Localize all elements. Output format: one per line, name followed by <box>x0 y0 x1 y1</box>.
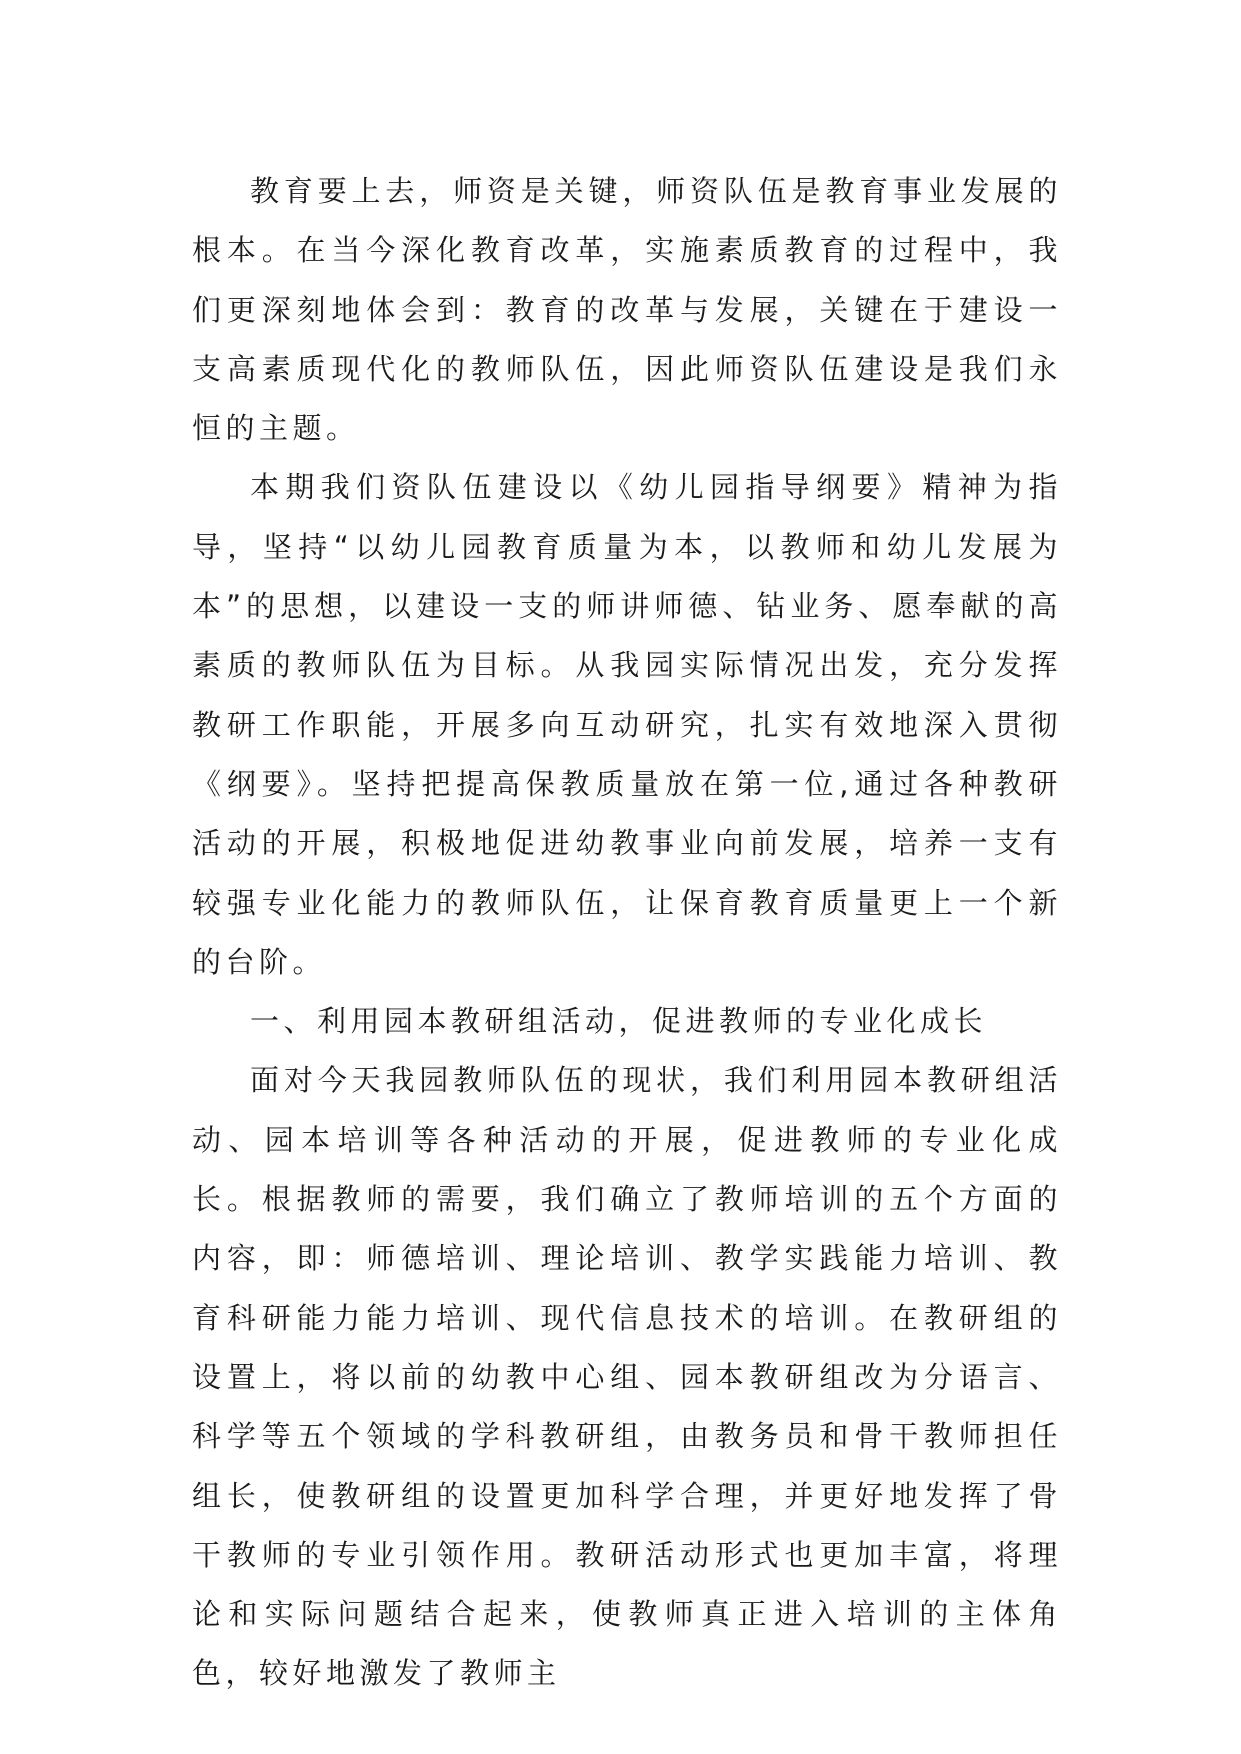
section-paragraph: 面对今天我园教师队伍的现状，我们利用园本教研组活动、园本培训等各种活动的开展，促进教师的专业化成长。根据教师的需要，我们确立了教师培训的五个方面的内容，即：师德培训、理论培训、教学实践能力培训、教育科研能力能力培训、现代信息技术的培训。在教研组的设置上，将以前的幼教中心组、园本教研组改为分语言、科学等五个领域的学科教研组，由教务员和骨干教师担任组长，使教研组的设置更加科学合理，并更好地发挥了骨干教师的专业引领作用。教研活动形式也更加丰富，将理论和实际问题结合起来，使教师真正进入培训的主体角色，较好地激发了教师主 <box>192 1063 1062 1691</box>
document-body <box>192 162 1062 1704</box>
intro-paragraph: 教育要上去，师资是关键，师资队伍是教育事业发展的根本。在当今深化教育改革，实施素质教育的过程中，我们更深刻地体会到：教育的改革与发展，关键在于建设一支高素质现代化的教师队伍，因此师资队伍建设是我们永恒的主题。 <box>192 174 1062 446</box>
guidance-paragraph: 本期我们资队伍建设以《幼儿园指导纲要》精神为指导，坚持“以幼儿园教育质量为本，以教师和幼儿发展为本”的思想，以建设一支的师讲师德、钻业务、愿奉献的高素质的教师队伍为目标。从我园实际情况出发，充分发挥教研工作职能，开展多向互动研究，扎实有效地深入贯彻《纲要》。坚持把提高保教质量放在第一位,通过各种教研活动的开展，积极地促进幼教事业向前发展，培养一支有较强专业化能力的教师队伍，让保育教育质量更上一个新的台阶。 <box>192 470 1062 979</box>
section-heading: 一、利用园本教研组活动，促进教师的专业化成长 <box>250 1004 988 1039</box>
